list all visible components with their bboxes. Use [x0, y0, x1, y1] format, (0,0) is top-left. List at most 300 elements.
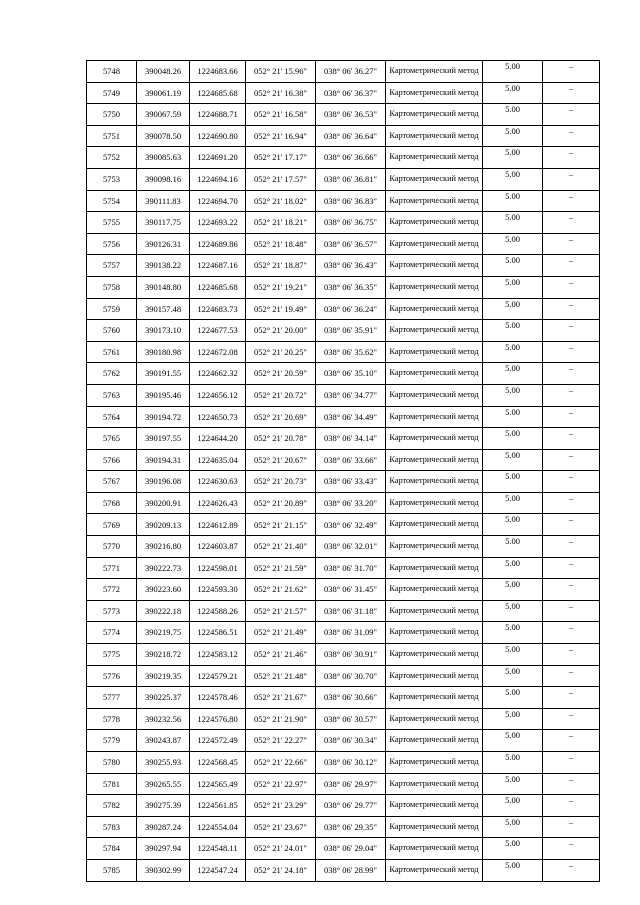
- latitude-cell: 052° 21' 20.67": [246, 449, 316, 471]
- accuracy-cell: 5.00: [483, 816, 543, 838]
- longitude-cell: 038° 06' 34.14": [316, 428, 386, 450]
- longitude-cell: 038° 06' 29.35": [316, 816, 386, 838]
- method-cell: Картометрический метод: [386, 320, 483, 342]
- y-coordinate-cell: 1224578.46: [190, 687, 246, 709]
- longitude-cell: 038° 06' 30.12": [316, 752, 386, 774]
- x-coordinate-cell: 390219.35: [137, 665, 190, 687]
- description-cell: –: [543, 61, 600, 83]
- y-coordinate-cell: 1224685.68: [190, 82, 246, 104]
- latitude-cell: 052° 21' 20.69": [246, 406, 316, 428]
- point-number-cell: 5781: [87, 773, 137, 795]
- x-coordinate-cell: 390218.72: [137, 644, 190, 666]
- longitude-cell: 038° 06' 34.49": [316, 406, 386, 428]
- description-cell: –: [543, 276, 600, 298]
- y-coordinate-cell: 1224694.70: [190, 190, 246, 212]
- method-cell: Картометрический метод: [386, 449, 483, 471]
- latitude-cell: 052° 21' 16.58": [246, 104, 316, 126]
- method-cell: Картометрический метод: [386, 61, 483, 83]
- method-cell: Картометрический метод: [386, 125, 483, 147]
- point-number-cell: 5759: [87, 298, 137, 320]
- method-cell: Картометрический метод: [386, 147, 483, 169]
- longitude-cell: 038° 06' 36.35": [316, 276, 386, 298]
- method-cell: Картометрический метод: [386, 859, 483, 881]
- y-coordinate-cell: 1224656.12: [190, 384, 246, 406]
- point-number-cell: 5772: [87, 579, 137, 601]
- y-coordinate-cell: 1224650.73: [190, 406, 246, 428]
- y-coordinate-cell: 1224579.21: [190, 665, 246, 687]
- description-cell: –: [543, 644, 600, 666]
- y-coordinate-cell: 1224547.24: [190, 859, 246, 881]
- latitude-cell: 052° 21' 18.21": [246, 212, 316, 234]
- y-coordinate-cell: 1224630.63: [190, 471, 246, 493]
- x-coordinate-cell: 390297.94: [137, 838, 190, 860]
- point-number-cell: 5748: [87, 61, 137, 83]
- accuracy-cell: 5.00: [483, 622, 543, 644]
- longitude-cell: 038° 06' 36.24": [316, 298, 386, 320]
- longitude-cell: 038° 06' 28.99": [316, 859, 386, 881]
- description-cell: –: [543, 859, 600, 881]
- method-cell: Картометрический метод: [386, 492, 483, 514]
- point-number-cell: 5762: [87, 363, 137, 385]
- x-coordinate-cell: 390287.24: [137, 816, 190, 838]
- accuracy-cell: 5.00: [483, 320, 543, 342]
- table-row: [87, 82, 600, 104]
- latitude-cell: 052° 21' 20.73": [246, 471, 316, 493]
- description-cell: –: [543, 471, 600, 493]
- method-cell: Картометрический метод: [386, 838, 483, 860]
- longitude-cell: 038° 06' 30.70": [316, 665, 386, 687]
- longitude-cell: 038° 06' 36.75": [316, 212, 386, 234]
- longitude-cell: 038° 06' 36.53": [316, 104, 386, 126]
- description-cell: –: [543, 600, 600, 622]
- x-coordinate-cell: 390098.16: [137, 168, 190, 190]
- x-coordinate-cell: 390191.55: [137, 363, 190, 385]
- table-row: [87, 125, 600, 147]
- accuracy-cell: 5.00: [483, 536, 543, 558]
- longitude-cell: 038° 06' 36.27": [316, 61, 386, 83]
- method-cell: Картометрический метод: [386, 622, 483, 644]
- x-coordinate-cell: 390194.72: [137, 406, 190, 428]
- x-coordinate-cell: 390111.83: [137, 190, 190, 212]
- x-coordinate-cell: 390265.55: [137, 773, 190, 795]
- point-number-cell: 5783: [87, 816, 137, 838]
- method-cell: Картометрический метод: [386, 428, 483, 450]
- description-cell: –: [543, 557, 600, 579]
- latitude-cell: 052° 21' 20.78": [246, 428, 316, 450]
- latitude-cell: 052° 21' 22.97": [246, 773, 316, 795]
- table-row: [87, 255, 600, 277]
- y-coordinate-cell: 1224554.04: [190, 816, 246, 838]
- latitude-cell: 052° 21' 20.89": [246, 492, 316, 514]
- x-coordinate-cell: 390216.80: [137, 536, 190, 558]
- accuracy-cell: 5.00: [483, 708, 543, 730]
- x-coordinate-cell: 390117.75: [137, 212, 190, 234]
- table-row: [87, 859, 600, 881]
- method-cell: Картометрический метод: [386, 212, 483, 234]
- longitude-cell: 038° 06' 36.57": [316, 233, 386, 255]
- description-cell: –: [543, 773, 600, 795]
- longitude-cell: 038° 06' 36.37": [316, 82, 386, 104]
- method-cell: Картометрический метод: [386, 384, 483, 406]
- accuracy-cell: 5.00: [483, 168, 543, 190]
- x-coordinate-cell: 390180.98: [137, 341, 190, 363]
- longitude-cell: 038° 06' 30.57": [316, 708, 386, 730]
- accuracy-cell: 5.00: [483, 514, 543, 536]
- longitude-cell: 038° 06' 31.70": [316, 557, 386, 579]
- description-cell: –: [543, 384, 600, 406]
- latitude-cell: 052° 21' 24.01": [246, 838, 316, 860]
- x-coordinate-cell: 390148.80: [137, 276, 190, 298]
- description-cell: –: [543, 298, 600, 320]
- method-cell: Картометрический метод: [386, 341, 483, 363]
- x-coordinate-cell: 390225.37: [137, 687, 190, 709]
- table-row: [87, 276, 600, 298]
- method-cell: Картометрический метод: [386, 644, 483, 666]
- table-row: [87, 492, 600, 514]
- table-row: [87, 730, 600, 752]
- method-cell: Картометрический метод: [386, 687, 483, 709]
- table-body: [87, 61, 600, 882]
- latitude-cell: 052° 21' 20.00": [246, 320, 316, 342]
- description-cell: –: [543, 795, 600, 817]
- latitude-cell: 052° 21' 24.18": [246, 859, 316, 881]
- description-cell: –: [543, 536, 600, 558]
- description-cell: –: [543, 514, 600, 536]
- table-row: [87, 795, 600, 817]
- point-number-cell: 5769: [87, 514, 137, 536]
- x-coordinate-cell: 390197.55: [137, 428, 190, 450]
- y-coordinate-cell: 1224598.01: [190, 557, 246, 579]
- point-number-cell: 5784: [87, 838, 137, 860]
- accuracy-cell: 5.00: [483, 61, 543, 83]
- point-number-cell: 5779: [87, 730, 137, 752]
- point-number-cell: 5785: [87, 859, 137, 881]
- y-coordinate-cell: 1224576.80: [190, 708, 246, 730]
- point-number-cell: 5763: [87, 384, 137, 406]
- y-coordinate-cell: 1224572.49: [190, 730, 246, 752]
- y-coordinate-cell: 1224635.04: [190, 449, 246, 471]
- latitude-cell: 052° 21' 21.48": [246, 665, 316, 687]
- point-number-cell: 5774: [87, 622, 137, 644]
- accuracy-cell: 5.00: [483, 298, 543, 320]
- latitude-cell: 052° 21' 18.48": [246, 233, 316, 255]
- point-number-cell: 5760: [87, 320, 137, 342]
- table-row: [87, 600, 600, 622]
- point-number-cell: 5767: [87, 471, 137, 493]
- description-cell: –: [543, 341, 600, 363]
- description-cell: –: [543, 82, 600, 104]
- method-cell: Картометрический метод: [386, 536, 483, 558]
- latitude-cell: 052° 21' 21.46": [246, 644, 316, 666]
- x-coordinate-cell: 390255.93: [137, 752, 190, 774]
- x-coordinate-cell: 390194.31: [137, 449, 190, 471]
- table-row: [87, 406, 600, 428]
- latitude-cell: 052° 21' 18.02": [246, 190, 316, 212]
- latitude-cell: 052° 21' 22.66": [246, 752, 316, 774]
- table-row: [87, 557, 600, 579]
- method-cell: Картометрический метод: [386, 730, 483, 752]
- latitude-cell: 052° 21' 22.27": [246, 730, 316, 752]
- table-row: [87, 384, 600, 406]
- latitude-cell: 052° 21' 21.15": [246, 514, 316, 536]
- x-coordinate-cell: 390232.56: [137, 708, 190, 730]
- longitude-cell: 038° 06' 36.64": [316, 125, 386, 147]
- description-cell: –: [543, 665, 600, 687]
- point-number-cell: 5750: [87, 104, 137, 126]
- table-row: [87, 579, 600, 601]
- description-cell: –: [543, 104, 600, 126]
- y-coordinate-cell: 1224548.11: [190, 838, 246, 860]
- y-coordinate-cell: 1224603.87: [190, 536, 246, 558]
- accuracy-cell: 5.00: [483, 190, 543, 212]
- longitude-cell: 038° 06' 32.01": [316, 536, 386, 558]
- method-cell: Картометрический метод: [386, 190, 483, 212]
- table-row: [87, 320, 600, 342]
- y-coordinate-cell: 1224662.32: [190, 363, 246, 385]
- latitude-cell: 052° 21' 16.38": [246, 82, 316, 104]
- table-row: [87, 644, 600, 666]
- method-cell: Картометрический метод: [386, 255, 483, 277]
- point-number-cell: 5782: [87, 795, 137, 817]
- latitude-cell: 052° 21' 19.49": [246, 298, 316, 320]
- accuracy-cell: 5.00: [483, 82, 543, 104]
- latitude-cell: 052° 21' 17.17": [246, 147, 316, 169]
- method-cell: Картометрический метод: [386, 406, 483, 428]
- accuracy-cell: 5.00: [483, 492, 543, 514]
- y-coordinate-cell: 1224689.86: [190, 233, 246, 255]
- y-coordinate-cell: 1224561.85: [190, 795, 246, 817]
- latitude-cell: 052° 21' 16.94": [246, 125, 316, 147]
- longitude-cell: 038° 06' 32.49": [316, 514, 386, 536]
- description-cell: –: [543, 687, 600, 709]
- accuracy-cell: 5.00: [483, 406, 543, 428]
- point-number-cell: 5758: [87, 276, 137, 298]
- description-cell: –: [543, 428, 600, 450]
- y-coordinate-cell: 1224694.16: [190, 168, 246, 190]
- accuracy-cell: 5.00: [483, 665, 543, 687]
- longitude-cell: 038° 06' 35.10": [316, 363, 386, 385]
- accuracy-cell: 5.00: [483, 644, 543, 666]
- description-cell: –: [543, 730, 600, 752]
- y-coordinate-cell: 1224690.80: [190, 125, 246, 147]
- method-cell: Картометрический метод: [386, 579, 483, 601]
- table-row: [87, 471, 600, 493]
- description-cell: –: [543, 190, 600, 212]
- latitude-cell: 052° 21' 20.25": [246, 341, 316, 363]
- y-coordinate-cell: 1224688.71: [190, 104, 246, 126]
- accuracy-cell: 5.00: [483, 147, 543, 169]
- accuracy-cell: 5.00: [483, 449, 543, 471]
- accuracy-cell: 5.00: [483, 600, 543, 622]
- table-row: [87, 212, 600, 234]
- latitude-cell: 052° 21' 20.59": [246, 363, 316, 385]
- x-coordinate-cell: 390243.87: [137, 730, 190, 752]
- y-coordinate-cell: 1224677.53: [190, 320, 246, 342]
- table-row: [87, 514, 600, 536]
- table-row: [87, 838, 600, 860]
- table-row: [87, 816, 600, 838]
- description-cell: –: [543, 320, 600, 342]
- latitude-cell: 052° 21' 20.72": [246, 384, 316, 406]
- longitude-cell: 038° 06' 36.66": [316, 147, 386, 169]
- y-coordinate-cell: 1224565.49: [190, 773, 246, 795]
- accuracy-cell: 5.00: [483, 687, 543, 709]
- method-cell: Картометрический метод: [386, 168, 483, 190]
- accuracy-cell: 5.00: [483, 104, 543, 126]
- description-cell: –: [543, 752, 600, 774]
- latitude-cell: 052° 21' 17.57": [246, 168, 316, 190]
- y-coordinate-cell: 1224672.08: [190, 341, 246, 363]
- point-number-cell: 5751: [87, 125, 137, 147]
- y-coordinate-cell: 1224691.20: [190, 147, 246, 169]
- description-cell: –: [543, 255, 600, 277]
- longitude-cell: 038° 06' 34.77": [316, 384, 386, 406]
- y-coordinate-cell: 1224683.66: [190, 61, 246, 83]
- longitude-cell: 038° 06' 29.97": [316, 773, 386, 795]
- latitude-cell: 052° 21' 21.67": [246, 687, 316, 709]
- accuracy-cell: 5.00: [483, 838, 543, 860]
- y-coordinate-cell: 1224644.20: [190, 428, 246, 450]
- y-coordinate-cell: 1224685.68: [190, 276, 246, 298]
- x-coordinate-cell: 390275.39: [137, 795, 190, 817]
- x-coordinate-cell: 390223.60: [137, 579, 190, 601]
- table-row: [87, 665, 600, 687]
- method-cell: Картометрический метод: [386, 816, 483, 838]
- longitude-cell: 038° 06' 31.09": [316, 622, 386, 644]
- accuracy-cell: 5.00: [483, 276, 543, 298]
- point-number-cell: 5756: [87, 233, 137, 255]
- accuracy-cell: 5.00: [483, 212, 543, 234]
- point-number-cell: 5761: [87, 341, 137, 363]
- y-coordinate-cell: 1224588.26: [190, 600, 246, 622]
- accuracy-cell: 5.00: [483, 471, 543, 493]
- description-cell: –: [543, 406, 600, 428]
- description-cell: –: [543, 233, 600, 255]
- longitude-cell: 038° 06' 31.18": [316, 600, 386, 622]
- description-cell: –: [543, 816, 600, 838]
- y-coordinate-cell: 1224568.45: [190, 752, 246, 774]
- method-cell: Картометрический метод: [386, 82, 483, 104]
- method-cell: Картометрический метод: [386, 665, 483, 687]
- x-coordinate-cell: 390209.13: [137, 514, 190, 536]
- latitude-cell: 052° 21' 21.40": [246, 536, 316, 558]
- longitude-cell: 038° 06' 30.66": [316, 687, 386, 709]
- x-coordinate-cell: 390061.19: [137, 82, 190, 104]
- accuracy-cell: 5.00: [483, 859, 543, 881]
- point-number-cell: 5776: [87, 665, 137, 687]
- x-coordinate-cell: 390196.08: [137, 471, 190, 493]
- longitude-cell: 038° 06' 33.43": [316, 471, 386, 493]
- description-cell: –: [543, 492, 600, 514]
- point-number-cell: 5765: [87, 428, 137, 450]
- x-coordinate-cell: 390138.22: [137, 255, 190, 277]
- x-coordinate-cell: 390219.75: [137, 622, 190, 644]
- latitude-cell: 052° 21' 21.59": [246, 557, 316, 579]
- accuracy-cell: 5.00: [483, 557, 543, 579]
- x-coordinate-cell: 390157.48: [137, 298, 190, 320]
- method-cell: Картометрический метод: [386, 600, 483, 622]
- method-cell: Картометрический метод: [386, 233, 483, 255]
- description-cell: –: [543, 363, 600, 385]
- point-number-cell: 5755: [87, 212, 137, 234]
- latitude-cell: 052° 21' 19.21": [246, 276, 316, 298]
- point-number-cell: 5754: [87, 190, 137, 212]
- longitude-cell: 038° 06' 29.77": [316, 795, 386, 817]
- method-cell: Картометрический метод: [386, 557, 483, 579]
- x-coordinate-cell: 390048.26: [137, 61, 190, 83]
- x-coordinate-cell: 390200.91: [137, 492, 190, 514]
- latitude-cell: 052° 21' 21.57": [246, 600, 316, 622]
- x-coordinate-cell: 390078.50: [137, 125, 190, 147]
- table-row: [87, 147, 600, 169]
- point-number-cell: 5777: [87, 687, 137, 709]
- accuracy-cell: 5.00: [483, 125, 543, 147]
- table-row: [87, 61, 600, 83]
- latitude-cell: 052° 21' 23.29": [246, 795, 316, 817]
- point-number-cell: 5778: [87, 708, 137, 730]
- table-row: [87, 190, 600, 212]
- method-cell: Картометрический метод: [386, 276, 483, 298]
- point-number-cell: 5757: [87, 255, 137, 277]
- longitude-cell: 038° 06' 36.81": [316, 168, 386, 190]
- longitude-cell: 038° 06' 36.83": [316, 190, 386, 212]
- longitude-cell: 038° 06' 36.43": [316, 255, 386, 277]
- method-cell: Картометрический метод: [386, 298, 483, 320]
- accuracy-cell: 5.00: [483, 773, 543, 795]
- latitude-cell: 052° 21' 23.67": [246, 816, 316, 838]
- point-number-cell: 5780: [87, 752, 137, 774]
- table-row: [87, 298, 600, 320]
- y-coordinate-cell: 1224693.22: [190, 212, 246, 234]
- table-row: [87, 363, 600, 385]
- longitude-cell: 038° 06' 33.66": [316, 449, 386, 471]
- table-row: [87, 233, 600, 255]
- method-cell: Картометрический метод: [386, 708, 483, 730]
- description-cell: –: [543, 708, 600, 730]
- method-cell: Картометрический метод: [386, 363, 483, 385]
- table-row: [87, 773, 600, 795]
- table-row: [87, 708, 600, 730]
- point-number-cell: 5773: [87, 600, 137, 622]
- accuracy-cell: 5.00: [483, 363, 543, 385]
- longitude-cell: 038° 06' 33.20": [316, 492, 386, 514]
- description-cell: –: [543, 838, 600, 860]
- method-cell: Картометрический метод: [386, 514, 483, 536]
- y-coordinate-cell: 1224687.16: [190, 255, 246, 277]
- latitude-cell: 052° 21' 15.96": [246, 61, 316, 83]
- point-number-cell: 5766: [87, 449, 137, 471]
- method-cell: Картометрический метод: [386, 752, 483, 774]
- point-number-cell: 5771: [87, 557, 137, 579]
- point-number-cell: 5752: [87, 147, 137, 169]
- accuracy-cell: 5.00: [483, 579, 543, 601]
- accuracy-cell: 5.00: [483, 255, 543, 277]
- accuracy-cell: 5.00: [483, 233, 543, 255]
- longitude-cell: 038° 06' 29.04": [316, 838, 386, 860]
- coordinates-table: [86, 60, 600, 882]
- table-row: [87, 428, 600, 450]
- method-cell: Картометрический метод: [386, 471, 483, 493]
- accuracy-cell: 5.00: [483, 730, 543, 752]
- latitude-cell: 052° 21' 21.62": [246, 579, 316, 601]
- y-coordinate-cell: 1224586.51: [190, 622, 246, 644]
- y-coordinate-cell: 1224583.12: [190, 644, 246, 666]
- description-cell: –: [543, 125, 600, 147]
- y-coordinate-cell: 1224612.89: [190, 514, 246, 536]
- latitude-cell: 052° 21' 21.90": [246, 708, 316, 730]
- x-coordinate-cell: 390222.18: [137, 600, 190, 622]
- y-coordinate-cell: 1224683.73: [190, 298, 246, 320]
